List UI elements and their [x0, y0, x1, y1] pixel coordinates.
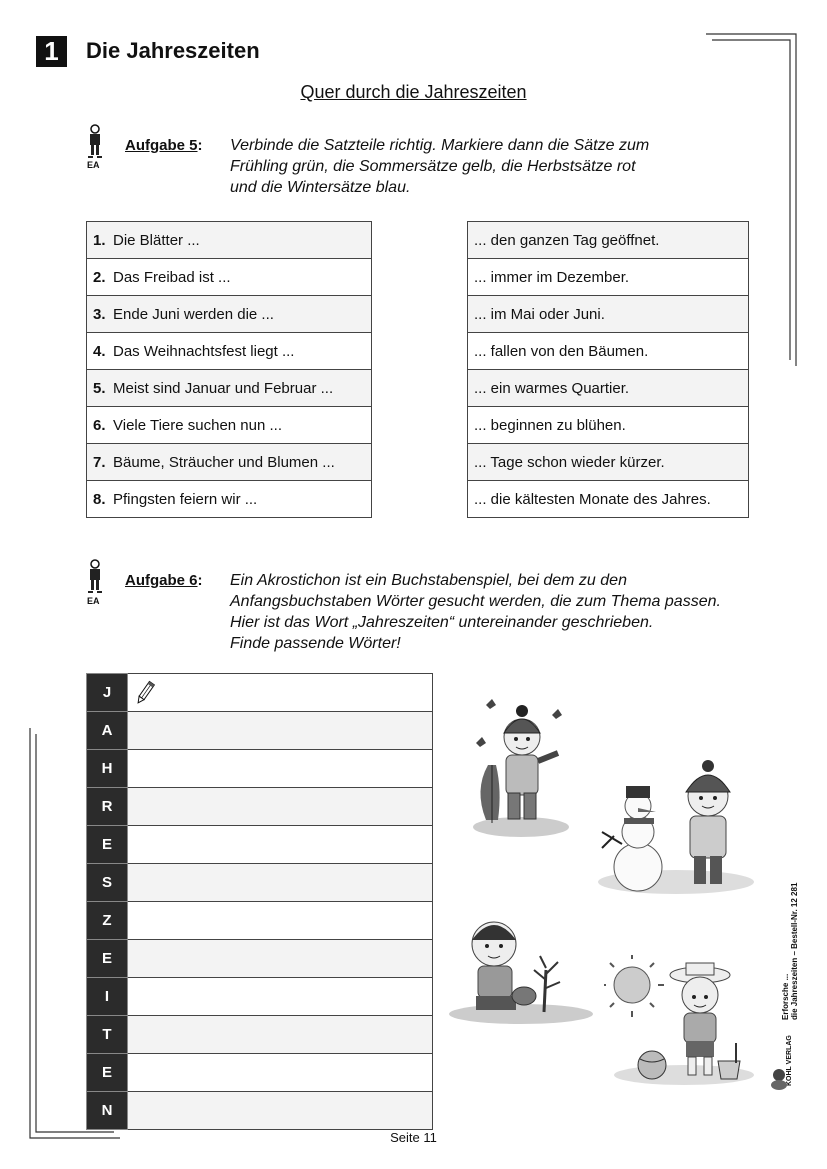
- acrostic-row: I: [87, 978, 433, 1016]
- acrostic-input[interactable]: [128, 674, 433, 712]
- acrostic-row: H: [87, 750, 433, 788]
- chapter-title: Die Jahreszeiten: [86, 38, 260, 63]
- acrostic-table: [86, 673, 433, 1130]
- task6-label: Aufgabe 6: [125, 572, 198, 589]
- acrostic-row: E: [87, 940, 433, 978]
- summer-child-illustration: [604, 955, 756, 1090]
- table-row: ... fallen von den Bäumen.: [468, 333, 749, 370]
- publisher-mascot-icon: [768, 1066, 790, 1090]
- acrostic-input[interactable]: [128, 902, 433, 940]
- table-row: ... den ganzen Tag geöffnet.: [468, 222, 749, 259]
- acrostic-row: J: [87, 674, 433, 712]
- publisher-logo: KOHL VERLAG: [786, 1035, 793, 1086]
- acrostic-input[interactable]: [128, 826, 433, 864]
- left-sentence-table: [86, 221, 372, 518]
- ea-badge: EA: [87, 160, 100, 170]
- page-subtitle: Quer durch die Jahreszeiten: [300, 82, 527, 102]
- acrostic-row: R: [87, 788, 433, 826]
- task5-label: Aufgabe 5: [125, 137, 198, 154]
- table-row: ... beginnen zu blühen.: [468, 407, 749, 444]
- acrostic-input[interactable]: [128, 940, 433, 978]
- task6-instructions: Ein Akrostichon ist ein Buchstabenspiel, bei dem zu den Anfangsbuchstaben Wörter gesucht werden, die zum Thema passen. Hier ist das Wort „Jahreszeiten“ untereinander geschrieben. Finde passende Wörter!: [230, 572, 721, 652]
- acrostic-input[interactable]: [128, 864, 433, 902]
- acrostic-row: A: [87, 712, 433, 750]
- pencil-icon: [135, 680, 155, 706]
- acrostic-input[interactable]: [128, 788, 433, 826]
- publisher-sidebar: Erforsche ... die Jahreszeiten – Bestell-Nr. 12 281: [781, 882, 799, 1020]
- chapter-number: 1: [36, 36, 67, 67]
- table-row: 8. Pfingsten feiern wir ...: [87, 481, 372, 518]
- table-row: 7. Bäume, Sträucher und Blumen ...: [87, 444, 372, 481]
- table-row: ... die kältesten Monate des Jahres.: [468, 481, 749, 518]
- acrostic-row: E: [87, 1054, 433, 1092]
- task5-instructions: Verbinde die Satzteile richtig. Markiere dann die Sätze zum Frühling grün, die Sommersätze gelb, die Herbstsätze rot und die Wintersätze blau.: [230, 137, 650, 196]
- ea-badge: EA: [87, 596, 100, 606]
- table-row: 3. Ende Juni werden die ...: [87, 296, 372, 333]
- acrostic-row: T: [87, 1016, 433, 1054]
- table-row: 4. Das Weihnachtsfest liegt ...: [87, 333, 372, 370]
- person-icon: [86, 124, 104, 158]
- acrostic-input[interactable]: [128, 1016, 433, 1054]
- acrostic-row: S: [87, 864, 433, 902]
- table-row: ... Tage schon wieder kürzer.: [468, 444, 749, 481]
- spring-child-illustration: [446, 910, 596, 1030]
- table-row: ... ein warmes Quartier.: [468, 370, 749, 407]
- acrostic-input[interactable]: [128, 1092, 433, 1130]
- table-row: 1. Die Blätter ...: [87, 222, 372, 259]
- acrostic-input[interactable]: [128, 1054, 433, 1092]
- right-sentence-table: [467, 221, 749, 518]
- page-number: Seite 11: [390, 1130, 437, 1145]
- acrostic-row: Z: [87, 902, 433, 940]
- acrostic-input[interactable]: [128, 712, 433, 750]
- acrostic-input[interactable]: [128, 750, 433, 788]
- acrostic-row: E: [87, 826, 433, 864]
- table-row: 2. Das Freibad ist ...: [87, 259, 372, 296]
- person-icon: [86, 559, 104, 593]
- autumn-child-illustration: [466, 695, 576, 845]
- table-row: ... immer im Dezember.: [468, 259, 749, 296]
- table-row: ... im Mai oder Juni.: [468, 296, 749, 333]
- acrostic-input[interactable]: [128, 978, 433, 1016]
- table-row: 5. Meist sind Januar und Februar ...: [87, 370, 372, 407]
- acrostic-row: N: [87, 1092, 433, 1130]
- winter-children-illustration: [596, 752, 760, 902]
- table-row: 6. Viele Tiere suchen nun ...: [87, 407, 372, 444]
